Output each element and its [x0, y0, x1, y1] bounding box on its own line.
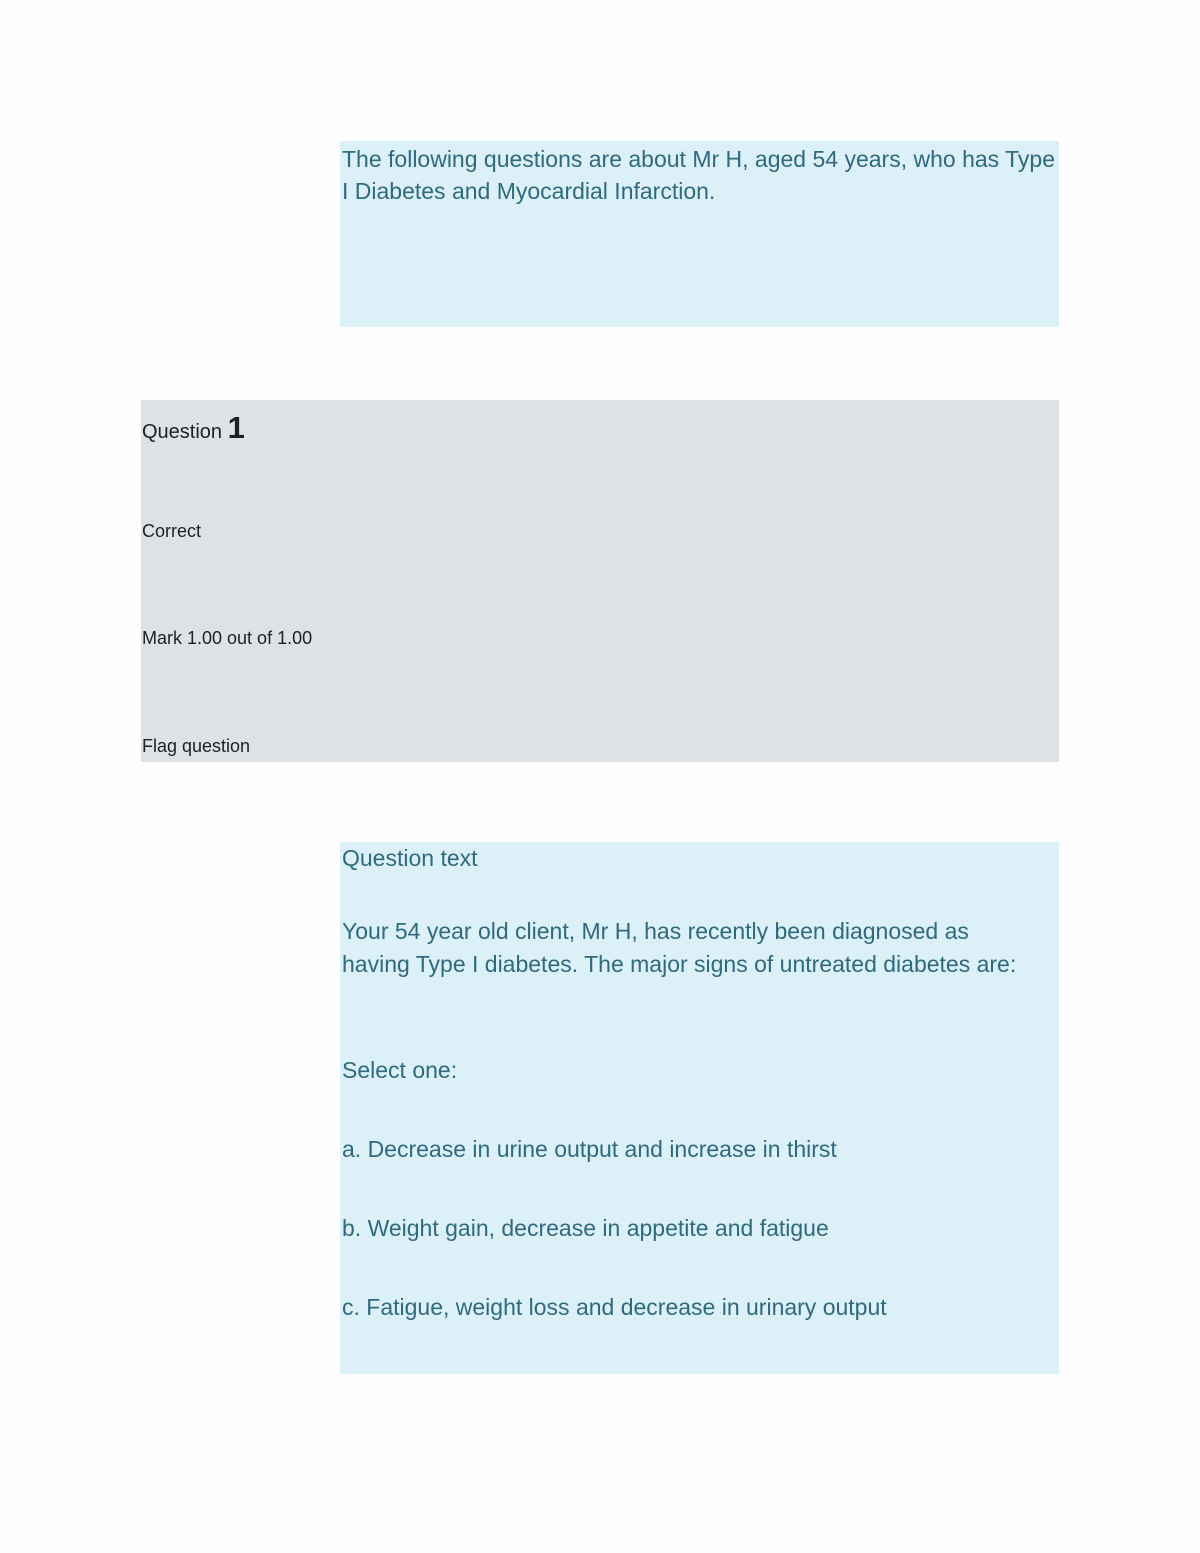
question-mark: Mark 1.00 out of 1.00	[142, 628, 313, 648]
answer-option-a[interactable]: a. Decrease in urine output and increase in thirst	[342, 1136, 837, 1162]
question-state: Correct	[142, 521, 202, 541]
intro-text: The following questions are about Mr H, aged 54 years, who has Type I Diabetes and Myocardial Infarction.	[342, 146, 1055, 204]
question-label: Question	[142, 421, 223, 443]
question-body: Your 54 year old client, Mr H, has recently been diagnosed as having Type I diabetes. The major signs of untreated diabetes are:	[342, 918, 1017, 977]
intro-box	[340, 141, 1059, 327]
answer-option-c[interactable]: c. Fatigue, weight loss and decrease in urinary output	[342, 1294, 887, 1320]
question-number: 1	[227, 410, 245, 445]
select-one-prompt: Select one:	[342, 1057, 458, 1083]
flag-question-link[interactable]: Flag question	[142, 736, 251, 756]
question-text-heading: Question text	[342, 845, 478, 871]
question-info-box	[141, 400, 1059, 762]
answer-option-b[interactable]: b. Weight gain, decrease in appetite and fatigue	[342, 1215, 829, 1241]
question-content-box	[340, 842, 1059, 1374]
question-heading	[142, 410, 245, 446]
